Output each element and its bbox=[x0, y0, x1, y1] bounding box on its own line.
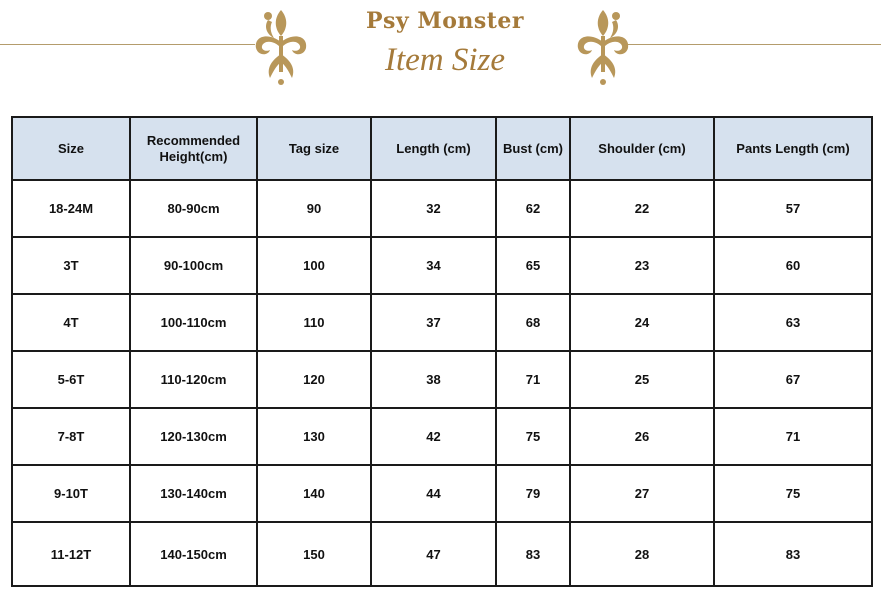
table-cell: 140-150cm bbox=[130, 522, 257, 586]
table-cell: 71 bbox=[496, 351, 570, 408]
table-cell: 25 bbox=[570, 351, 714, 408]
table-cell: 63 bbox=[714, 294, 872, 351]
table-row bbox=[12, 237, 872, 294]
table-cell: 100-110cm bbox=[130, 294, 257, 351]
table-cell: 83 bbox=[714, 522, 872, 586]
table-cell: 28 bbox=[570, 522, 714, 586]
table-cell: 62 bbox=[496, 180, 570, 237]
table-cell: 9-10T bbox=[12, 465, 130, 522]
table-cell: 75 bbox=[496, 408, 570, 465]
table-cell: 27 bbox=[570, 465, 714, 522]
table-cell: 90 bbox=[257, 180, 371, 237]
table-cell: 100 bbox=[257, 237, 371, 294]
table-row bbox=[12, 465, 872, 522]
fleur-de-lis-ornament-icon bbox=[246, 2, 316, 88]
table-cell: 83 bbox=[496, 522, 570, 586]
table-row bbox=[12, 408, 872, 465]
column-header: Size bbox=[12, 117, 130, 180]
table-cell: 32 bbox=[371, 180, 496, 237]
table-row bbox=[12, 522, 872, 586]
decorative-rule-left bbox=[0, 44, 255, 45]
table-cell: 130-140cm bbox=[130, 465, 257, 522]
table-cell: 26 bbox=[570, 408, 714, 465]
table-cell: 80-90cm bbox=[130, 180, 257, 237]
fleur-de-lis-ornament-icon bbox=[568, 2, 638, 88]
table-cell: 150 bbox=[257, 522, 371, 586]
column-header: Shoulder (cm) bbox=[570, 117, 714, 180]
table-cell: 120 bbox=[257, 351, 371, 408]
table-cell: 65 bbox=[496, 237, 570, 294]
table-cell: 24 bbox=[570, 294, 714, 351]
table-cell: 44 bbox=[371, 465, 496, 522]
table-cell: 3T bbox=[12, 237, 130, 294]
page-title: Item Size bbox=[384, 42, 506, 78]
table-row bbox=[12, 351, 872, 408]
table-cell: 38 bbox=[371, 351, 496, 408]
table-cell: 37 bbox=[371, 294, 496, 351]
table-cell: 130 bbox=[257, 408, 371, 465]
table-cell: 79 bbox=[496, 465, 570, 522]
table-cell: 67 bbox=[714, 351, 872, 408]
table-cell: 47 bbox=[371, 522, 496, 586]
table-cell: 71 bbox=[714, 408, 872, 465]
table-cell: 110 bbox=[257, 294, 371, 351]
column-header: Recommended Height(cm) bbox=[130, 117, 257, 180]
column-header: Bust (cm) bbox=[496, 117, 570, 180]
table-cell: 11-12T bbox=[12, 522, 130, 586]
table-cell: 7-8T bbox=[12, 408, 130, 465]
table-cell: 42 bbox=[371, 408, 496, 465]
table-cell: 68 bbox=[496, 294, 570, 351]
table-cell: 22 bbox=[570, 180, 714, 237]
column-header: Length (cm) bbox=[371, 117, 496, 180]
table-cell: 34 bbox=[371, 237, 496, 294]
table-cell: 4T bbox=[12, 294, 130, 351]
size-chart-table bbox=[11, 116, 873, 587]
table-cell: 18-24M bbox=[12, 180, 130, 237]
column-header: Pants Length (cm) bbox=[714, 117, 872, 180]
table-row bbox=[12, 180, 872, 237]
table-cell: 90-100cm bbox=[130, 237, 257, 294]
table-cell: 60 bbox=[714, 237, 872, 294]
table-cell: 75 bbox=[714, 465, 872, 522]
table-header-row bbox=[12, 117, 872, 180]
table-cell: 23 bbox=[570, 237, 714, 294]
table-cell: 110-120cm bbox=[130, 351, 257, 408]
table-cell: 120-130cm bbox=[130, 408, 257, 465]
table-row bbox=[12, 294, 872, 351]
table-cell: 57 bbox=[714, 180, 872, 237]
decorative-rule-right bbox=[626, 44, 881, 45]
column-header: Tag size bbox=[257, 117, 371, 180]
page-header bbox=[0, 0, 881, 100]
table-cell: 5-6T bbox=[12, 351, 130, 408]
brand-name: Psy Monster bbox=[365, 8, 525, 34]
table-cell: 140 bbox=[257, 465, 371, 522]
